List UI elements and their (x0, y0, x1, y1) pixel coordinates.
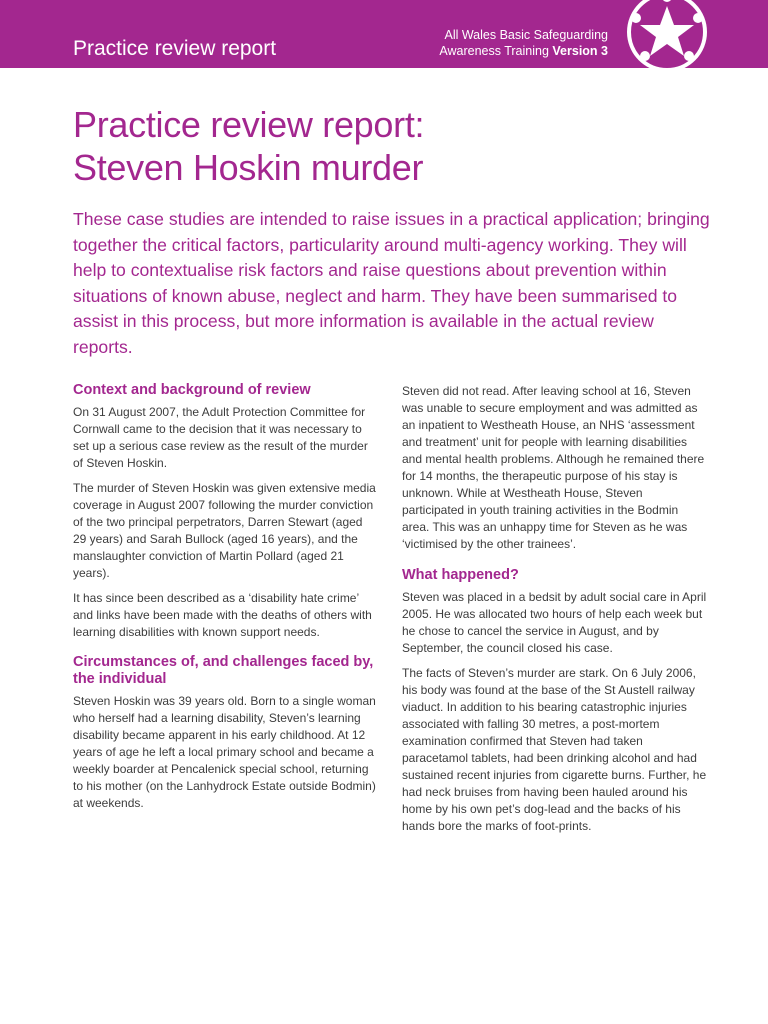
heading-what-happened: What happened? (402, 567, 519, 583)
context-paragraph-1: On 31 August 2007, the Adult Protection Committee for Cornwall came to the decision that it was necessary to set up a serious case review as the result of the murder of Steven Hoskin. (73, 405, 368, 470)
header-training-line1: All Wales Basic Safeguarding (444, 28, 608, 42)
star-figure-logo-icon (612, 0, 722, 68)
left-column (73, 381, 378, 820)
page-title (73, 103, 424, 189)
page-title-line1: Practice review report: (73, 104, 425, 145)
intro-paragraph: These case studies are intended to raise issues in a practical application; bringing together the critical factors, particularity around multi-agency working. They will help to contextualise risk factors and raise questions about prevention within situations of known abuse, neglect and harm. They have been summarised to assist in this process, but more information is available in the actual review reports. (73, 209, 710, 357)
circumstances-paragraph-1: Steven Hoskin was 39 years old. Born to a single woman who herself had a learning disability, Steven’s learning disability became apparent in his early childhood. At 12 years of age he left a local primary school and became a weekly boarder at Pencalenick special school, returning to his mother (on the Lanhydrock Estate outside Bodmin) at weekends. (73, 694, 376, 810)
header-title: Practice review report (73, 37, 277, 60)
heading-circumstances: Circumstances of, and challenges faced by, the individual (73, 654, 374, 687)
header-training-line2: Awareness Training (439, 44, 549, 58)
heading-context: Context and background of review (73, 382, 311, 398)
header-version: Version 3 (552, 44, 608, 58)
page-title-line2: Steven Hoskin murder (73, 147, 424, 188)
right-column (402, 383, 707, 843)
circumstances-paragraph-2: Steven did not read. After leaving school at 16, Steven was unable to secure employment and was admitted as an inpatient to Westheath House, an NHS ‘assessment and treatment’ unit for people with learning disabilities and mental health problems. Although he remained there for 14 months, the therapeutic purpose of his stay is unknown. While at Westheath House, Steven participated in youth training activities in the Bodmin area. This was an unhappy time for Steven as he was ‘victimised by the other trainees’. (402, 384, 705, 551)
context-paragraph-3: It has since been described as a ‘disability hate crime’ and links have been made with the deaths of others with learning disabilities with known support needs. (73, 591, 372, 639)
header-training-info (439, 27, 608, 59)
what-happened-paragraph-2: The facts of Steven’s murder are stark. On 6 July 2006, his body was found at the base of the St Austell railway viaduct. In addition to his bearing catastrophic injuries associated with falling 30 metres, a post-mortem examination confirmed that Steven had taken paracetamol tablets, had been drinking alcohol and had sustained recent injuries from cigarette burns. Further, he had neck bruises from having been hauled around his home by his own pet’s dog-lead and the backs of his hands bore the marks of foot-prints. (402, 666, 707, 833)
header-banner (0, 0, 768, 68)
context-paragraph-2: The murder of Steven Hoskin was given extensive media coverage in August 2007 following the murder conviction of the two principal perpetrators, Darren Stewart (aged 29 years) and Sarah Bullock (aged 16 years), and the manslaughter conviction of Martin Pollard (aged 21 years). (73, 481, 376, 580)
what-happened-paragraph-1: Steven was placed in a bedsit by adult social care in April 2005. He was allocated two hours of help each week but he chose to cancel the service in August, and by September, the council closed his case. (402, 590, 707, 655)
